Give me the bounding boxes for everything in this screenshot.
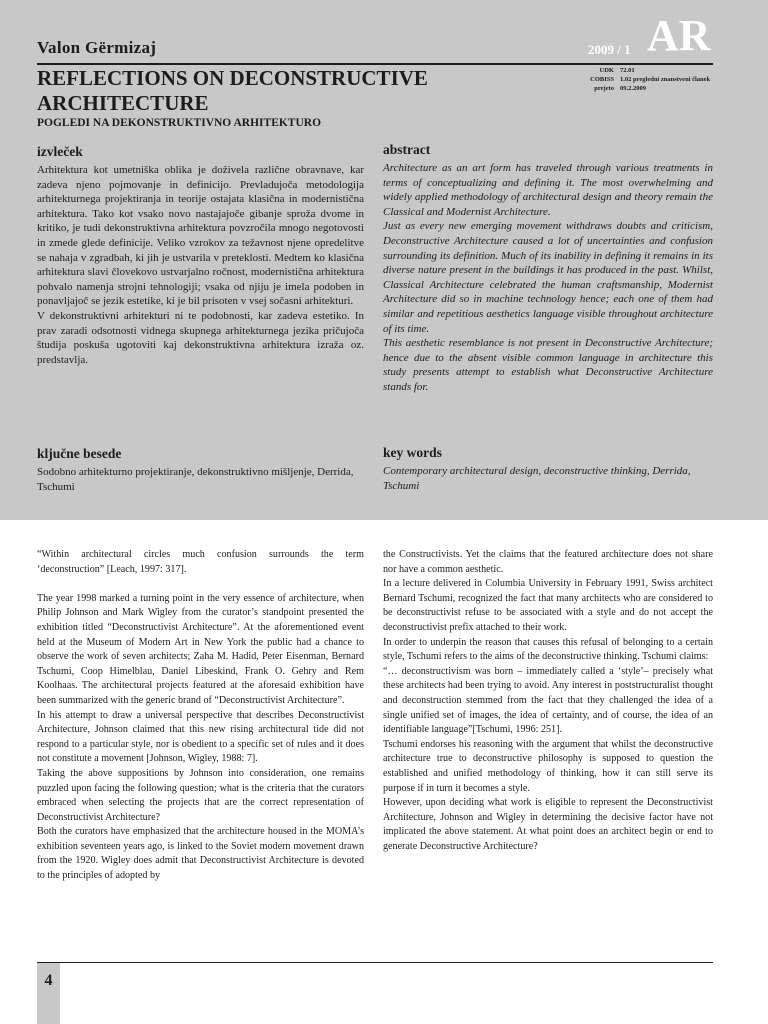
issue-number: 2009 / 1 xyxy=(588,42,631,57)
meta-row xyxy=(560,66,710,75)
keywords-en-section xyxy=(383,445,713,494)
body-paragraph: However, upon deciding what work is eligible to represent the Deconstructivist Architecture, Johnson and Wigley in determining the decisive factor have not implicated the above statement. At what point does an architect begin or end to generate Deconstructive Architecture? xyxy=(383,797,713,852)
body-paragraph: Taking the above suppositions by Johnson into consideration, one remains puzzled upon facing the following question; what is the criteria that the curators embraced when selecting the projects that are the correct representation of Deconstructivist Architecture? xyxy=(37,767,364,823)
body-paragraph: “… deconstructivism was born – immediately called a ‘style’– precisely what these architects had been trying to avoid. Any interest in poststructuralist thought and deconstruction stemmed from the fact that they challenged the idea of a single unified set of images, the idea of certainty, and of course, the idea of an identifiable language”[Tschumi, 1996: 251]. xyxy=(383,665,713,736)
meta-value: 1.02 pregledni znanstveni članek xyxy=(620,76,711,83)
author-name: Valon Gërmizaj xyxy=(37,38,157,57)
izvlecek-section xyxy=(37,144,364,367)
body-paragraph: In his attempt to draw a universal perspective that describes Deconstructivist Architecture, Johnson claimed that this new rising architectural tide did not respond to a particular style, nor is obedient to a specific set of rules and it does not constitute a movement [Johnson, Wigley, 1988: 7]. xyxy=(37,709,364,765)
body-paragraph: The year 1998 marked a turning point in the very essence of architecture, when Philip Johnson and Mark Wigley from the curator’s standpoint presented the exhibition titled “Deconstructivist Architecture”. At the aforementioned event held at the Museum of Modern Art in New York the public had a chance to observe the work of seven architects; Zaha M. Hadid, Peter Eisenman, Bernard Tschumi, Coop Himelblau, Daniel Libeskind, Frank O. Gehry and Rem Koolhaas. The architectural projects featured at the aforesaid exhibition have been summarized with the generic brand of “Deconstructivist Architecture”. xyxy=(37,592,364,706)
keywords-en-heading: key words xyxy=(383,445,442,460)
body-paragraph: the Constructivists. Yet the claims that the featured architecture does not share nor have a common aesthetic. xyxy=(383,549,713,575)
page-number: 4 xyxy=(44,972,53,989)
footer-rule xyxy=(37,962,713,963)
body-paragraph: Both the curators have emphasized that the architecture housed in the MOMA’s exhibition seventeen years ago, is linked to the Soviet modern movement drawn from the 1920. Wigley does admit that Deconstructivist Architecture is devoted to the principles of adopted by xyxy=(37,826,364,882)
body-column-right xyxy=(383,548,713,854)
journal-mark: AR xyxy=(647,11,711,60)
meta-key: COBISS xyxy=(590,76,614,83)
meta-key: prejeto xyxy=(594,85,614,92)
body-paragraph: “Within architectural circles much confusion surrounds the term ‘deconstruction” [Leach, 1997: 317]. xyxy=(37,549,364,575)
izvlecek-paragraph: Arhitektura kot umetniška oblika je doživela različne obravnave, kar zadeva njeno pojmovanje in definicijo. Prevladujoča metodologija arhitekturnega projektiranja in teorije ostajata klasična in modernistična arhitektura. Tako kot vsako novo nastajajoče gibanje sproža dvome in kritiko, je tudi dekonstruktivna arhitektura povzročila mnogo negotovosti in zmede glede definicije. Veliko vzrokov za težavnost njene opredelitve se nahaja v zgradbah, ki jih je ustvarila v preteklosti. Medtem ko klasična arhitektura slavi človekovo ustvarjalno ročnost, modernistična arhitektura pohvalo namenja strojni tehnologiji; vsaka od njiju je imela podoben in ponavljajoč se jezik estetike, ki je bil prisoten v vsej sočasni arhitekturi. xyxy=(37,164,364,308)
body-paragraph: In order to underpin the reason that causes this refusal of belonging to a certain style, Tschumi refers to the aims of the deconstructive thinking. Tschumi claims: xyxy=(383,636,713,663)
keywords-sl-text: Sodobno arhitekturno projektiranje, dekonstruktivno mišljenje, Derrida, Tschumi xyxy=(37,466,354,493)
meta-value: 09.2.2009 xyxy=(620,85,646,92)
izvlecek-heading: izvleček xyxy=(37,144,83,159)
article-metadata xyxy=(560,66,710,93)
body-column-left xyxy=(37,548,364,884)
meta-row xyxy=(560,84,710,93)
meta-key: UDK xyxy=(599,67,614,74)
meta-row xyxy=(560,75,710,84)
body-paragraph: Tschumi endorses his reasoning with the argument that whilst the deconstructive architecture true to deconstructive philosophy is supposed to question the established and unified methodology of thinking, how it can still serve its purpose if in turn it becomes a style. xyxy=(383,738,713,794)
article-subtitle: POGLEDI NA DEKONSTRUKTIVNO ARHITEKTURO xyxy=(37,117,322,129)
abstract-paragraph: Just as every new emerging movement withdraws doubts and criticism, Deconstructive Architecture caused a lot of uncertainties and confusion surrounding its definition. Much of its inability in defining it remains in its diverse nature present in the buildings it has produced in the past. Whilst, Classical Architecture celebrated the human craftsmanship, Modernist Architecture did so in machine technology hence; each one of them had similar and repetitious aesthetics language visible throughout architecture of its time. xyxy=(383,220,713,335)
abstract-paragraph: Architecture as an art form has traveled through various treatments in terms of conceptualizing and defining it. The most overwhelming and widely applied methodology of architectural design and theory remain the Classical and Modernist Architecture. xyxy=(383,162,713,218)
header-rule xyxy=(37,63,713,65)
keywords-sl-heading: ključne besede xyxy=(37,446,122,461)
article-title: REFLECTIONS ON DECONSTRUCTIVE ARCHITECTURE xyxy=(37,66,428,115)
izvlecek-paragraph: V dekonstruktivni arhitekturi ni te podobnosti, kar zadeva estetiko. In prav zaradi odsotnosti vidnega skupnega arhitekturnega jezika pričujoča študija poskuša ugotoviti kaj dekonstruktivna arhitektura izraža oz. predstavlja. xyxy=(37,309,364,366)
keywords-sl-section xyxy=(37,446,364,495)
abstract-heading: abstract xyxy=(383,142,431,157)
meta-value: 72.01 xyxy=(620,67,635,74)
abstract-paragraph: This aesthetic resemblance is not present in Deconstructive Architecture; hence due to the absent visible common language in architecture this study presents attempt to establish what Deconstructive Architecture stands for. xyxy=(383,337,713,393)
abstract-section xyxy=(383,142,713,395)
body-paragraph: In a lecture delivered in Columbia University in February 1991, Swiss architect Bernard Tschumi, recognized the fact that many architects who are considered to be deconstructivist refuse to be associated with a style and do not accept the deconstructivist prefix attached to their work. xyxy=(383,578,713,633)
keywords-en-text: Contemporary architectural design, deconstructive thinking, Derrida, Tschumi xyxy=(383,465,691,492)
